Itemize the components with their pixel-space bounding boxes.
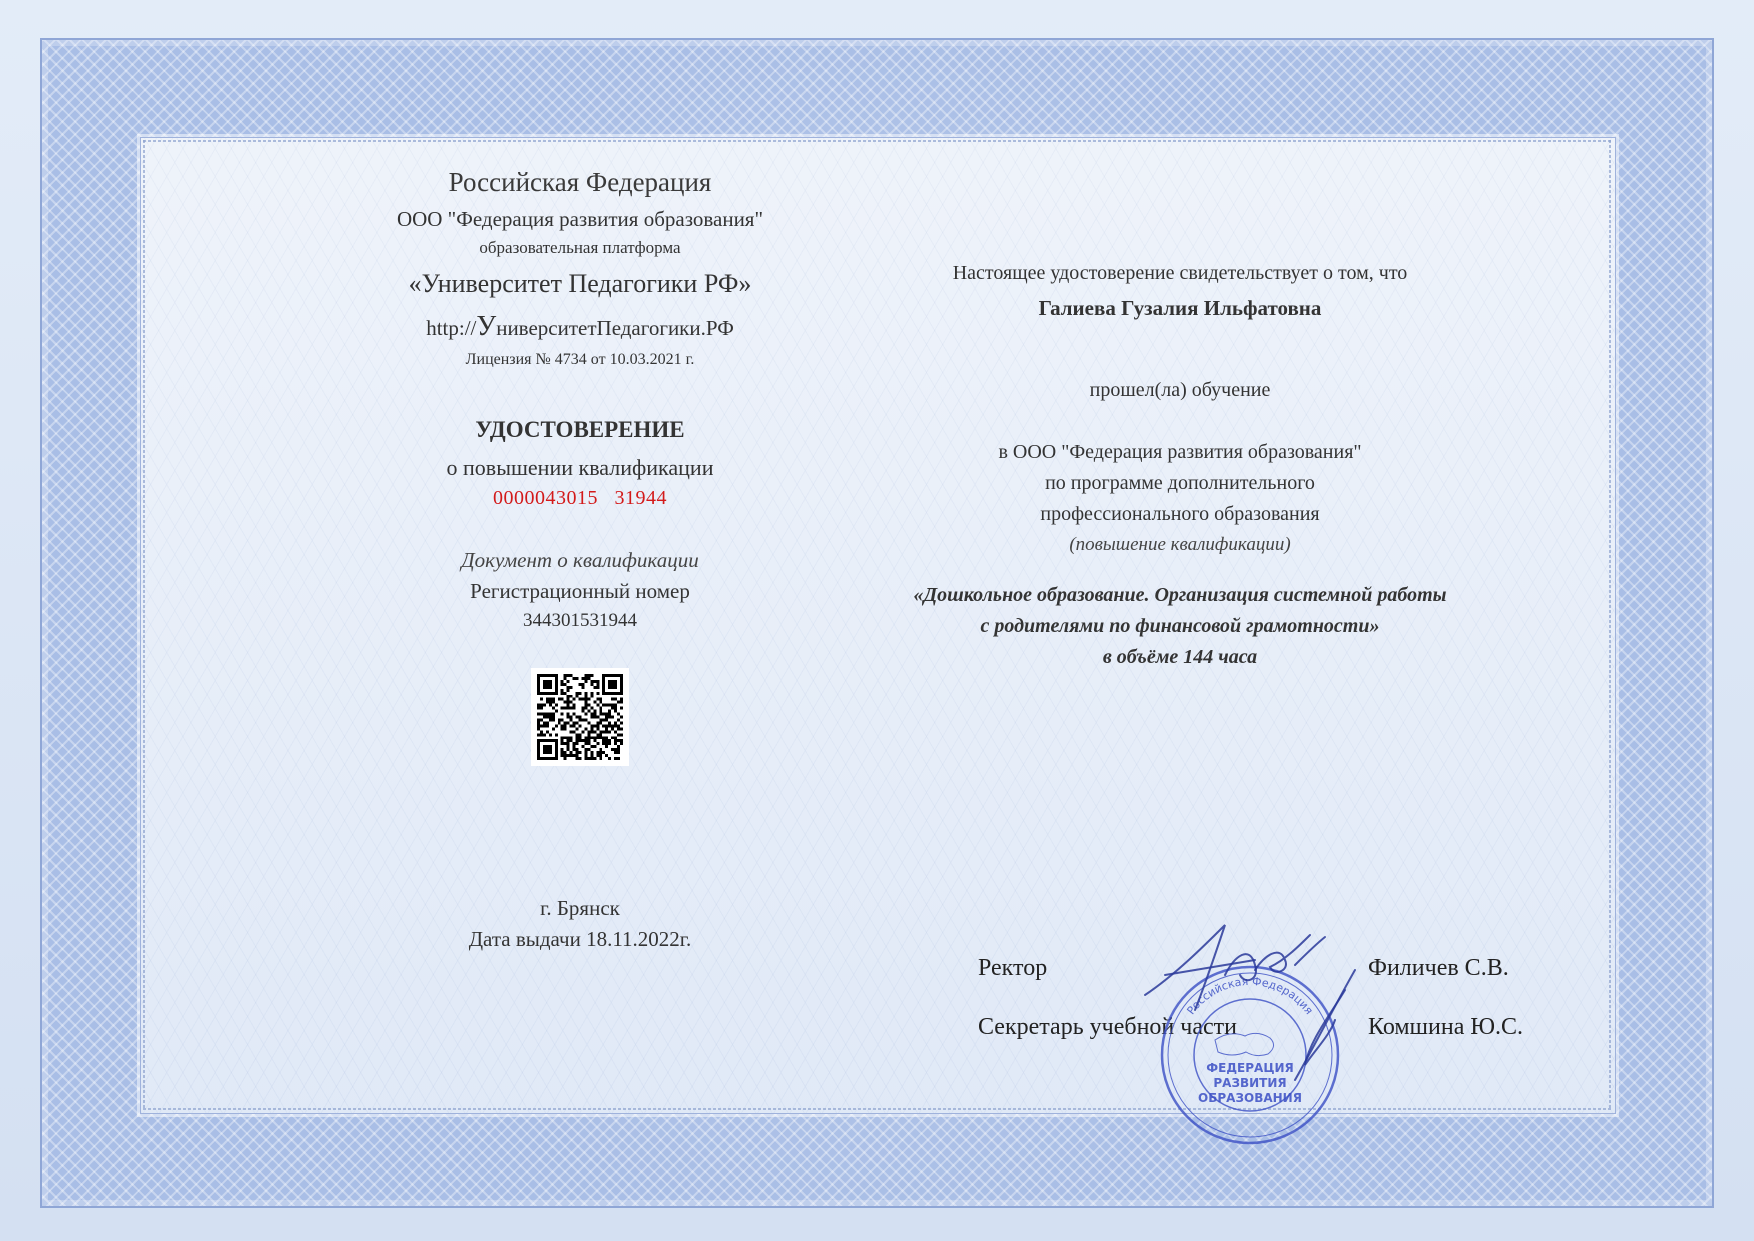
- course-hours: в объёме 144 часа: [1102, 646, 1258, 668]
- platform-label: образовательная платформа: [479, 238, 681, 257]
- issue-date: Дата выдачи 18.11.2022г.: [468, 927, 692, 951]
- document-number: 0000043015 31944: [493, 487, 667, 509]
- training-organization: в ООО "Федерация развития образования": [998, 441, 1362, 463]
- qualification-document-label: Документ о квалификации: [461, 548, 699, 572]
- rector-name: Филичев С.В.: [1368, 955, 1509, 981]
- registration-number: 344301531944: [523, 610, 637, 631]
- url-big-letter: У: [476, 311, 497, 342]
- microtext-line-left: [143, 140, 145, 1110]
- certifies-text: Настоящее удостоверение свидетельствует о том, что: [952, 262, 1408, 284]
- program-line-2: профессионального образования: [1040, 503, 1320, 525]
- qr-code-icon: [531, 668, 629, 766]
- platform-name: «Университет Педагогики РФ»: [408, 269, 752, 298]
- url-rest: ниверситетПедагогики.РФ: [496, 316, 734, 340]
- country-heading: Российская Федерация: [448, 167, 712, 197]
- organization-name: ООО "Федерация развития образования": [396, 207, 764, 231]
- license-text: Лицензия № 4734 от 10.03.2021 г.: [465, 351, 695, 368]
- url-prefix: http://: [426, 316, 477, 340]
- microtext-line-right: [1609, 140, 1611, 1110]
- document-title: УДОСТОВЕРЕНИЕ: [475, 417, 685, 442]
- issue-city: г. Брянск: [540, 896, 620, 920]
- registration-label: Регистрационный номер: [470, 579, 690, 603]
- stamp-center-line-1: ФЕДЕРАЦИЯ: [1206, 1061, 1294, 1075]
- program-line-1: по программе дополнительного: [1045, 472, 1315, 494]
- passed-training-text: прошел(ла) обучение: [1089, 379, 1271, 401]
- stamp-center-line-3: ОБРАЗОВАНИЯ: [1198, 1091, 1302, 1105]
- secretary-signature-icon: [1275, 965, 1365, 1085]
- stamp-center-line-2: РАЗВИТИЯ: [1213, 1076, 1287, 1090]
- document-subtitle: о повышении квалификации: [446, 455, 714, 480]
- program-type: (повышение квалификации): [1069, 534, 1291, 555]
- recipient-name: Галиева Гузалия Ильфатовна: [1038, 296, 1322, 320]
- course-title-line-2: с родителями по финансовой грамотности»: [980, 615, 1380, 637]
- secretary-name: Комшина Ю.С.: [1368, 1014, 1524, 1040]
- rector-title: Ректор: [978, 955, 1048, 981]
- course-title-line-1: «Дошкольное образование. Организация системной работы: [913, 584, 1447, 606]
- platform-url: [330, 311, 830, 343]
- microtext-line-top: [143, 140, 1611, 142]
- secretary-title: Секретарь учебной части: [978, 1014, 1237, 1040]
- microtext-line-bottom: [143, 1108, 1611, 1110]
- stamp-top-text: Российская Федерация: [1184, 974, 1316, 1018]
